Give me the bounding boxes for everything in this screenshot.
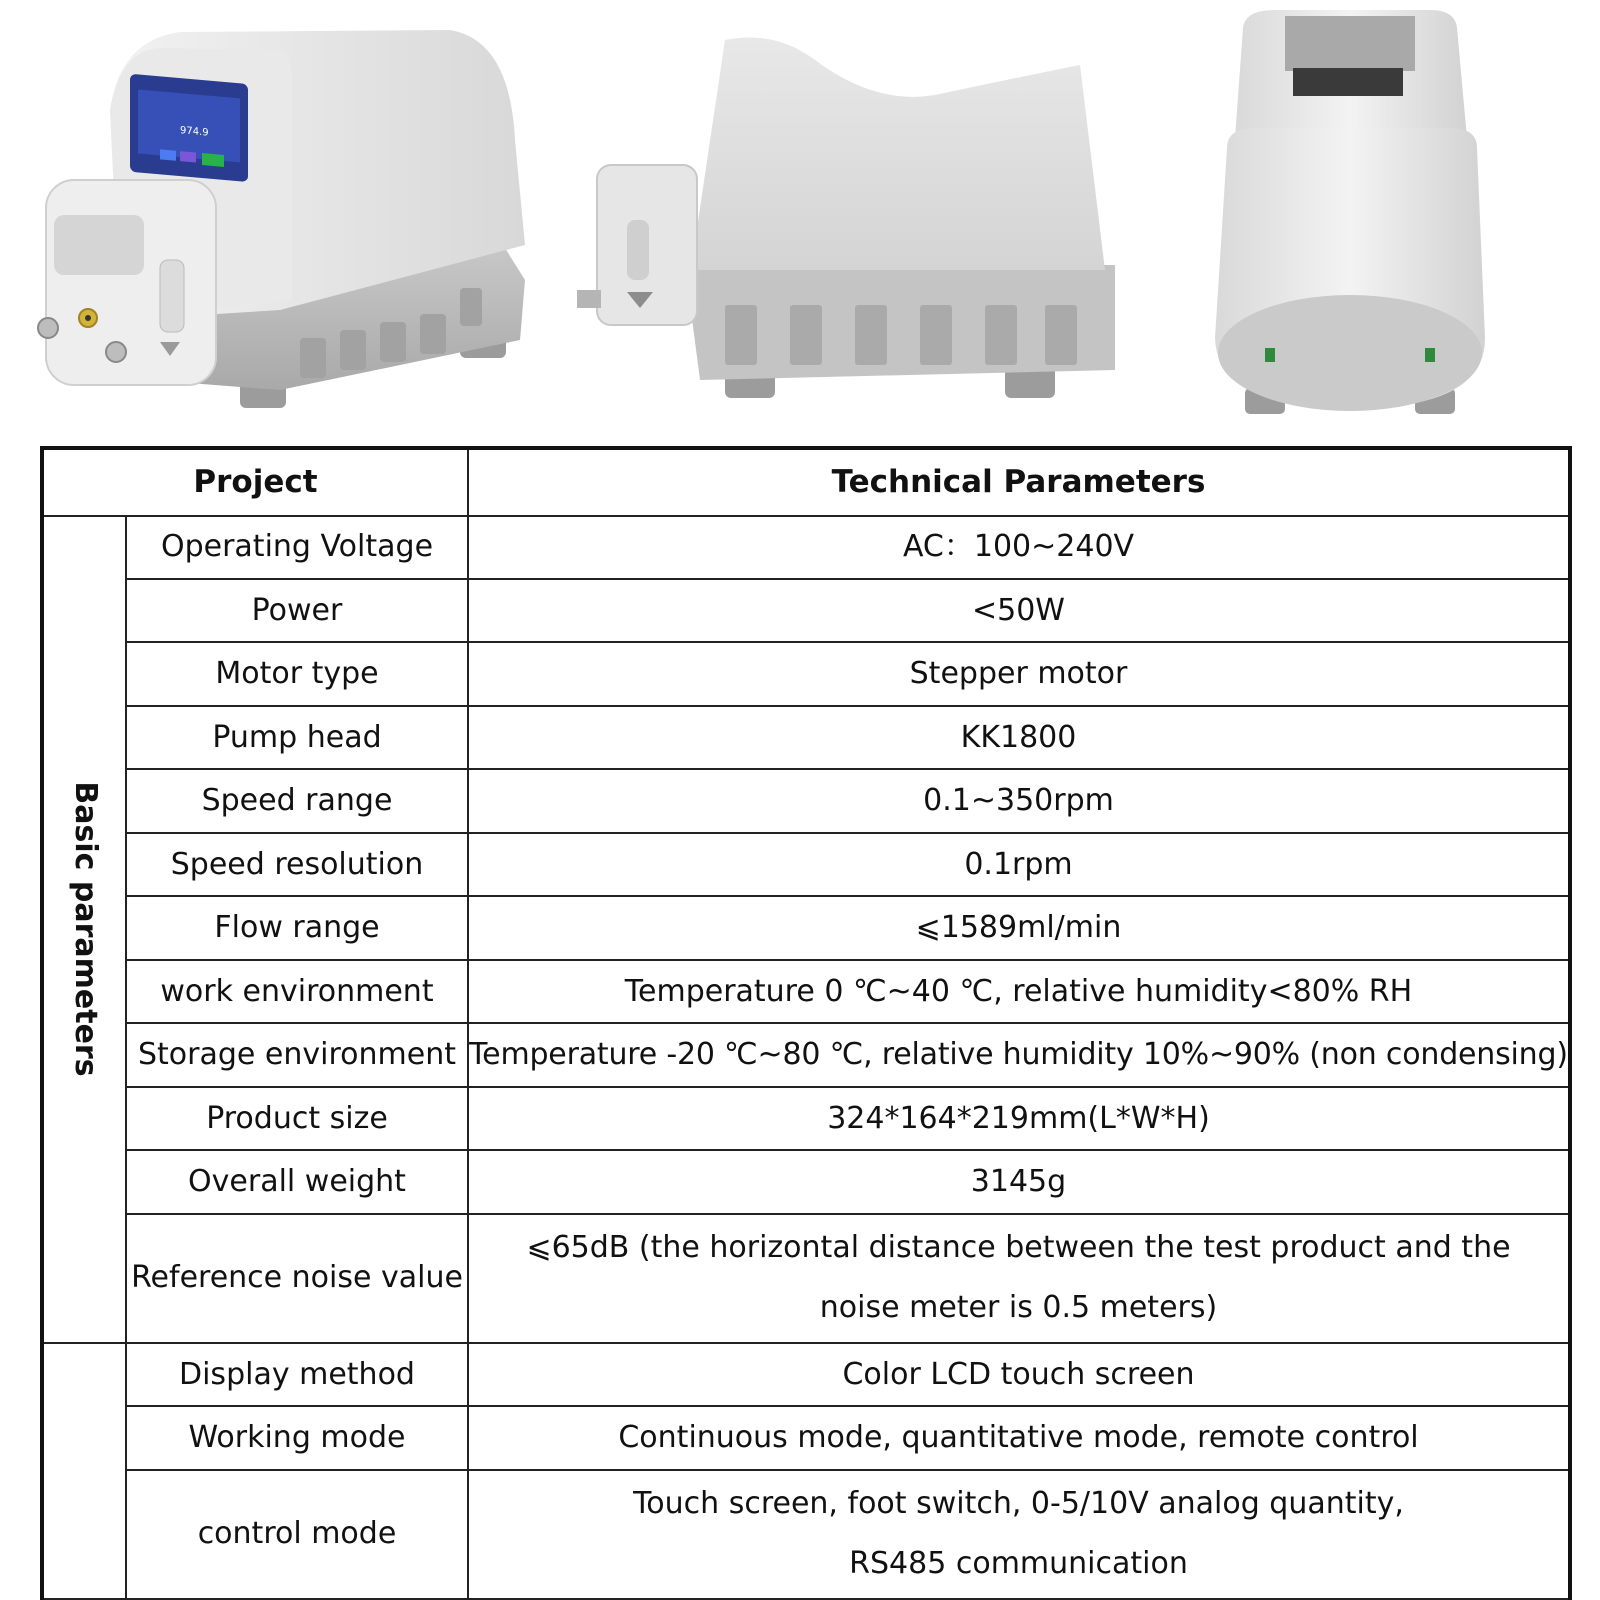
row-name: Flow range <box>126 896 468 959</box>
pump-front-angle-image <box>30 20 540 420</box>
screen-reading: 974.9 <box>180 125 209 139</box>
row-name: Reference noise value <box>126 1214 468 1343</box>
row-value: 0.1rpm <box>468 833 1570 896</box>
row-value: Continuous mode, quantitative mode, remote control <box>468 1406 1570 1469</box>
row-value: ⩽1589ml/min <box>468 896 1570 959</box>
row-value: 3145g <box>468 1150 1570 1213</box>
group-blank-cell <box>42 1343 126 1599</box>
group-label: Basic parameters <box>67 781 103 1077</box>
row-name: Pump head <box>126 706 468 769</box>
row-value: ⩽65dB (the horizontal distance between the test product and the noise meter is 0.5 meters) <box>468 1214 1570 1343</box>
row-name: Working mode <box>126 1406 468 1469</box>
row-name: Display method <box>126 1343 468 1406</box>
row-name: Product size <box>126 1087 468 1150</box>
row-value: Color LCD touch screen <box>468 1343 1570 1406</box>
pump-side-view-image <box>575 20 1125 410</box>
row-value: Temperature -20 ℃~80 ℃, relative humidity 10%~90% (non condensing) <box>468 1023 1570 1086</box>
row-name: Operating Voltage <box>126 516 468 579</box>
product-photo-strip <box>0 0 1600 440</box>
row-value: 324*164*219mm(L*W*H) <box>468 1087 1570 1150</box>
row-name: Speed range <box>126 769 468 832</box>
row-value: Touch screen, foot switch, 0-5/10V analog quantity, RS485 communication <box>468 1470 1570 1599</box>
row-value: Stepper motor <box>468 642 1570 705</box>
row-value: <50W <box>468 579 1570 642</box>
row-name: work environment <box>126 960 468 1023</box>
header-project: Project <box>42 448 468 516</box>
row-name: Storage environment <box>126 1023 468 1086</box>
row-value: KK1800 <box>468 706 1570 769</box>
header-technical-parameters: Technical Parameters <box>468 448 1570 516</box>
pump-rear-view-image <box>1205 8 1495 418</box>
row-value: 0.1~350rpm <box>468 769 1570 832</box>
row-name: Power <box>126 579 468 642</box>
row-name: Speed resolution <box>126 833 468 896</box>
row-name: Overall weight <box>126 1150 468 1213</box>
technical-parameters-table <box>40 446 1572 1600</box>
row-value: AC：100~240V <box>468 516 1570 579</box>
row-value: Temperature 0 ℃~40 ℃, relative humidity<80% RH <box>468 960 1570 1023</box>
row-name: control mode <box>126 1470 468 1599</box>
group-basic-parameters <box>42 516 126 1343</box>
row-name: Motor type <box>126 642 468 705</box>
